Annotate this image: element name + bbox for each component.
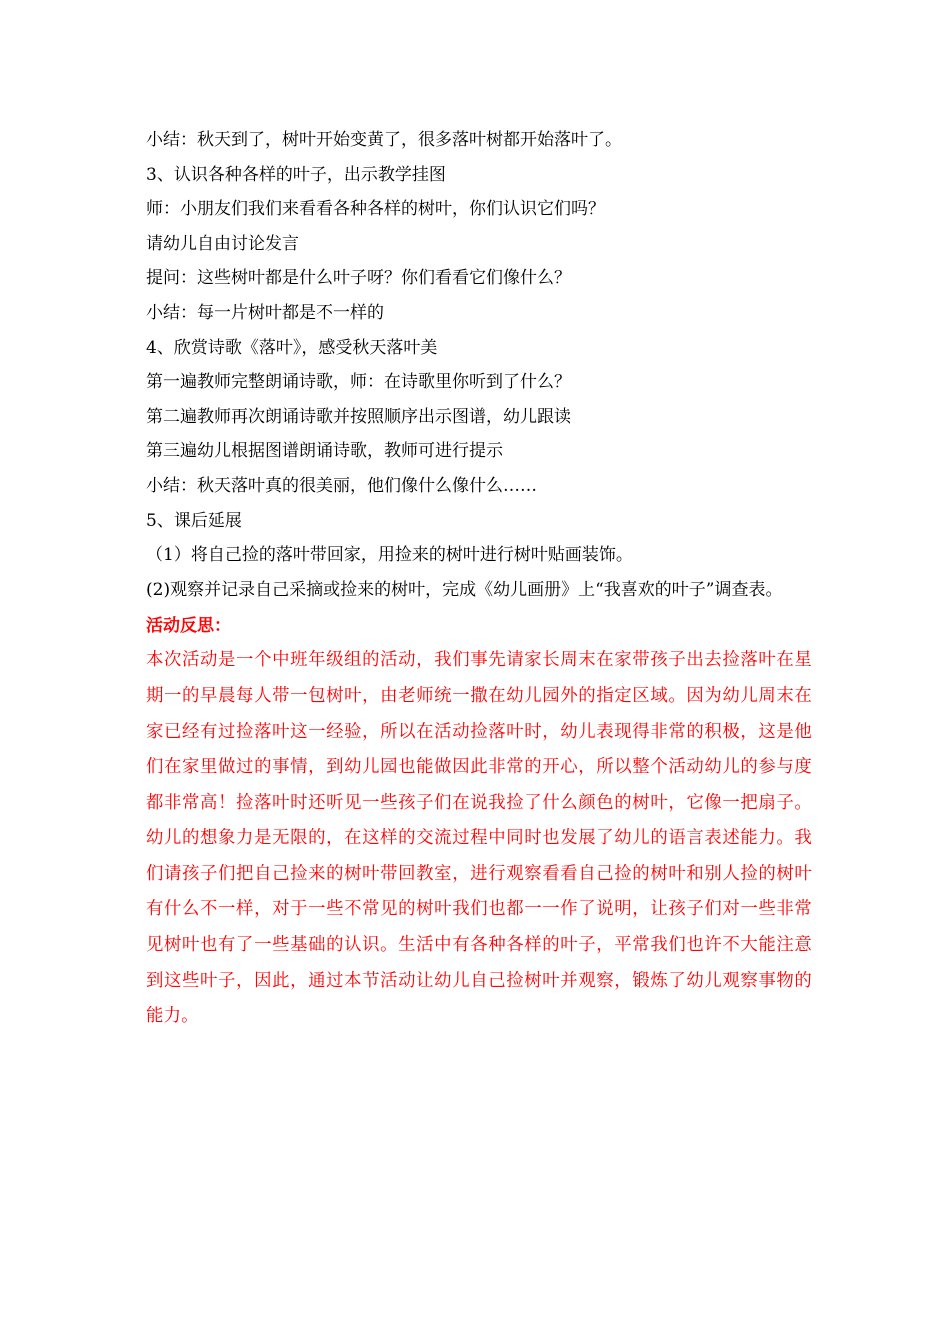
second-reading-line: 第二遍教师再次朗诵诗歌并按照顺序出示图谱，幼儿跟读 [146, 406, 571, 427]
summary-beauty-line: 小结：秋天落叶真的很美丽，他们像什么像什么…… [146, 475, 537, 496]
first-reading-line: 第一遍教师完整朗诵诗歌，师：在诗歌里你听到了什么？ [146, 372, 571, 393]
summary-leaves-line: 小结：每一片树叶都是不一样的 [146, 302, 384, 323]
reflection-body: 本次活动是一个中班年级组的活动，我们事先请家长周末在家带孩子出去捡落叶在星期一的早晨每人带一包树叶，由老师统一撒在幼儿园外的指定区域。因为幼儿周末在家已经有过捡落叶这一经验，所以在活动捡落叶时，幼儿表现得非常的积极，这是他们在家里做过的事情，到幼儿园也能做因此非常的开心，所以整个活动幼儿的参与度都非常高！捡落叶时还听见一些孩子们在说我捡了什么颜色的树叶，它像一把扇子。幼儿的想象力是无限的，在这样的交流过程中同时也发展了幼儿的语言表述能力。我们请孩子们把自己捡来的树叶带回教室，进行观察看看自己捡的树叶和别人捡的树叶有什么不一样，对于一些不常见的树叶我们也都一一作了说明，让孩子们对一些非常见树叶也有了一些基础的认识。生活中有各种各样的叶子，平常我们也许不大能注意到这些叶子，因此，通过本节活动让幼儿自己捡树叶并观察，锻炼了幼儿观察事物的能力。 [146, 650, 812, 1027]
reflection-section [146, 609, 812, 1035]
third-reading-line: 第三遍幼儿根据图谱朗诵诗歌，教师可进行提示 [146, 441, 503, 462]
step-5-heading: 5、课后延展 [146, 510, 242, 531]
summary-autumn-line: 小结：秋天到了，树叶开始变黄了，很多落叶树都开始落叶了。 [146, 130, 622, 150]
document-content [146, 123, 812, 1035]
extension-item-1: （1）将自己捡的落叶带回家，用捡来的树叶进行树叶贴画装饰。 [146, 545, 633, 566]
extension-item-2: (2)观察并记录自己采摘或捡来的树叶，完成《幼儿画册》上“我喜欢的叶子”调查表。 [146, 579, 783, 600]
question-line: 提问：这些树叶都是什么叶子呀？你们看看它们像什么？ [146, 268, 571, 289]
step-3-heading: 3、认识各种各样的叶子，出示教学挂图 [146, 164, 446, 185]
teacher-question-line: 师：小朋友们我们来看看各种各样的树叶，你们认识它们吗？ [146, 199, 605, 220]
discussion-line: 请幼儿自由讨论发言 [146, 233, 299, 254]
step-4-heading: 4、欣赏诗歌《落叶》，感受秋天落叶美 [146, 337, 438, 358]
reflection-title: 活动反思： [146, 616, 231, 637]
